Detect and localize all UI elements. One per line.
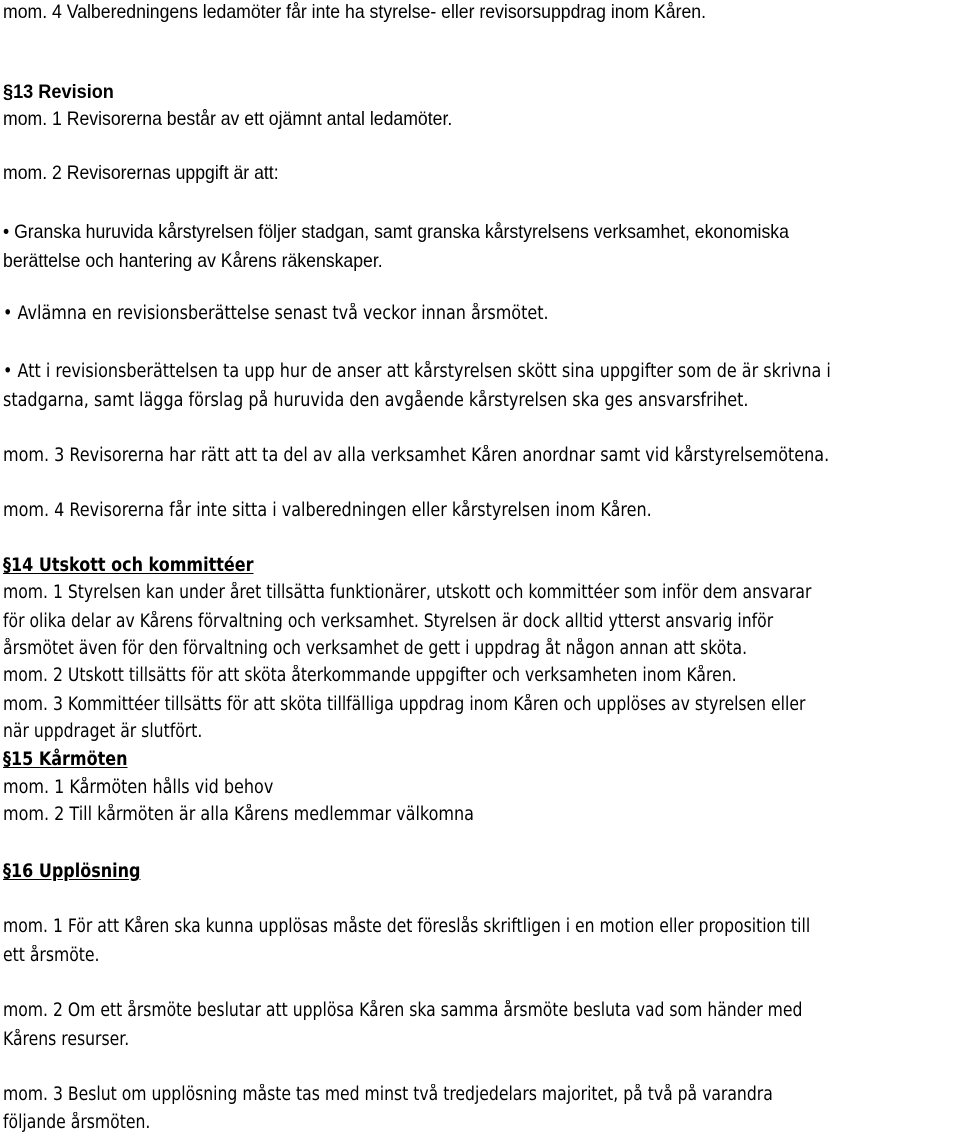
paragraph-karmoten-mom2: mom. 2 Till kårmöten är alla Kårens medlemmar välkomna (3, 804, 474, 825)
paragraph-upplosning-mom3-cont: följande årsmöten. (3, 1112, 151, 1133)
paragraph-utskott-mom2: mom. 2 Utskott tillsätts för att sköta återkommande uppgifter och verksamheten inom Kåren. (3, 665, 737, 686)
bullet-item-att-i-cont: stadgarna, samt lägga förslag på huruvida den avgående kårstyrelsen ska ges ansvarsfrihet. (3, 390, 749, 411)
paragraph-upplosning-mom2: mom. 2 Om ett årsmöte beslutar att upplösa Kåren ska samma årsmöte besluta vad som händer med (3, 1000, 803, 1021)
bullet-item-avlamna: • Avlämna en revisionsberättelse senast två veckor innan årsmötet. (3, 303, 549, 324)
paragraph-utskott-mom3-cont: när uppdraget är slutfört. (3, 721, 203, 742)
paragraph-valberedning-mom4: mom. 4 Valberedningens ledamöter får inte ha styrelse- eller revisorsuppdrag inom Kåren. (3, 1, 706, 23)
section-heading-14: §14 Utskott och kommittéer (3, 555, 254, 576)
bullet-item-granska: • Granska huruvida kårstyrelsen följer stadgan, samt granska kårstyrelsens verksamhet, ekonomiska (3, 221, 789, 243)
paragraph-utskott-mom1-cont2: årsmötet även för den förvaltning och verksamhet de gett i uppdrag åt någon annan att sköta. (3, 638, 748, 659)
paragraph-upplosning-mom3: mom. 3 Beslut om upplösning måste tas med minst två tredjedelars majoritet, på två på varandra (3, 1084, 773, 1105)
section-heading-16: §16 Upplösning (3, 861, 141, 882)
section-heading-13: §13 Revision (3, 81, 114, 103)
paragraph-revision-mom2: mom. 2 Revisorernas uppgift är att: (3, 162, 279, 184)
paragraph-upplosning-mom1-cont: ett årsmöte. (3, 945, 100, 966)
paragraph-revision-mom4: mom. 4 Revisorerna får inte sitta i valberedningen eller kårstyrelsen inom Kåren. (3, 500, 652, 521)
paragraph-utskott-mom1-cont1: för olika delar av Kårens förvaltning och verksamhet. Styrelsen är dock alltid ytterst ansvarig inför (3, 611, 774, 632)
paragraph-upplosning-mom1: mom. 1 För att Kåren ska kunna upplösas måste det föreslås skriftligen i en motion eller proposition till (3, 916, 811, 937)
paragraph-karmoten-mom1: mom. 1 Kårmöten hålls vid behov (3, 777, 274, 798)
section-heading-15: §15 Kårmöten (3, 749, 128, 770)
bullet-item-granska-cont: berättelse och hantering av Kårens räkenskaper. (3, 250, 383, 272)
paragraph-utskott-mom1: mom. 1 Styrelsen kan under året tillsätta funktionärer, utskott och kommittéer som inför dem ansvarar (3, 582, 812, 603)
bullet-item-att-i: • Att i revisionsberättelsen ta upp hur de anser att kårstyrelsen skött sina uppgifter som de är skrivna i (3, 361, 831, 382)
paragraph-revision-mom1: mom. 1 Revisorerna består av ett ojämnt antal ledamöter. (3, 108, 453, 130)
paragraph-upplosning-mom2-cont: Kårens resurser. (3, 1029, 130, 1050)
paragraph-utskott-mom3: mom. 3 Kommittéer tillsätts för att sköta tillfälliga uppdrag inom Kåren och upplöses av styrelsen eller (3, 694, 806, 715)
paragraph-revision-mom3: mom. 3 Revisorerna har rätt att ta del av alla verksamhet Kåren anordnar samt vid kårstyrelsemötena. (3, 445, 830, 466)
